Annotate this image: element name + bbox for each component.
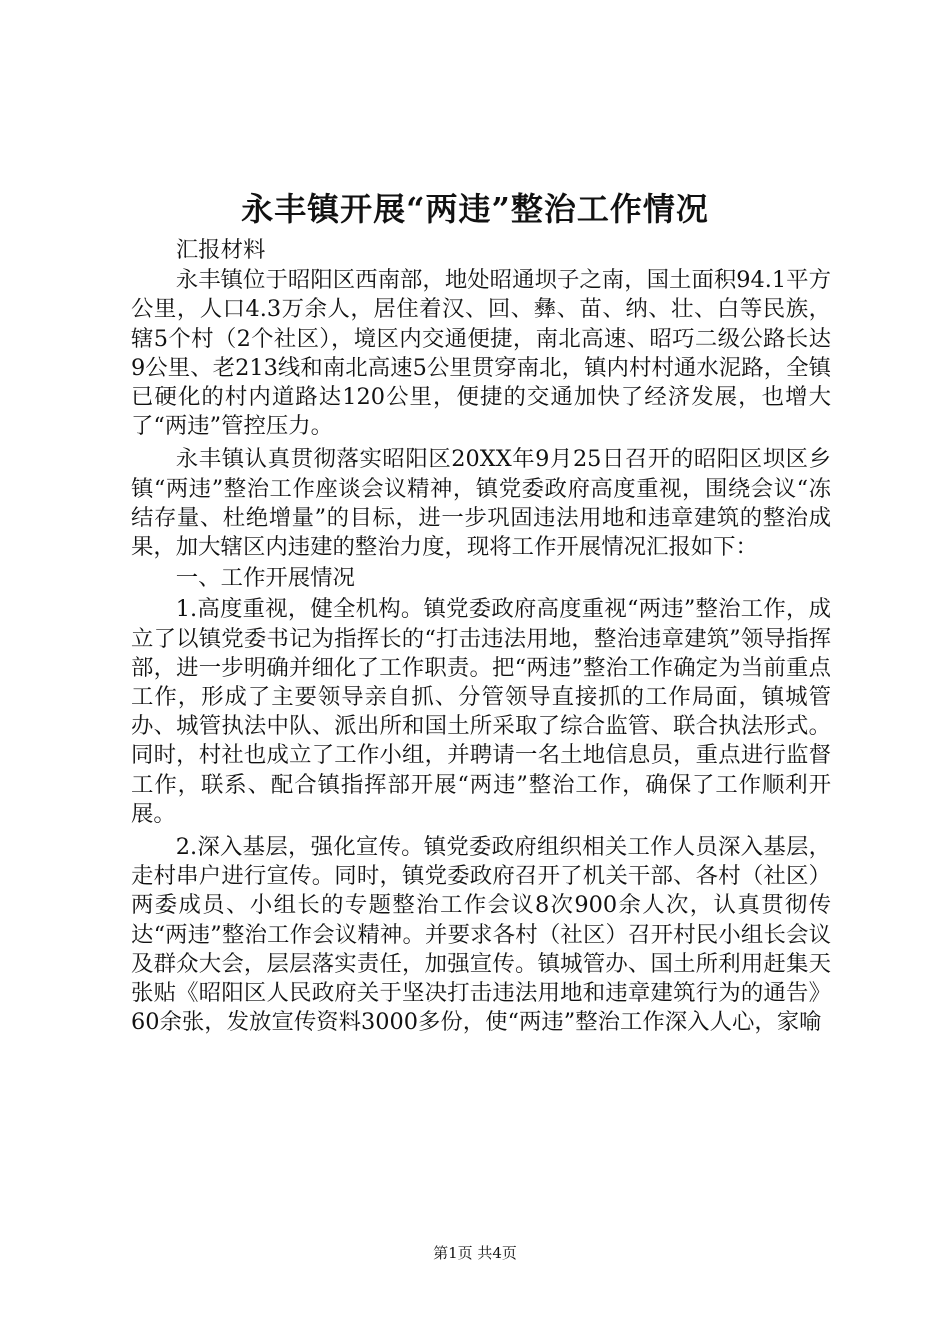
paragraph-item-1: 1.高度重视，健全机构。镇党委政府高度重视“两违”整治工作，成立了以镇党委书记为指挥长的“打击违法用地，整治违章建筑”领导指挥部，进一步明确并细化了工作职责。把“两违”整治工作确定为当前重点工作，形成了主要领导亲自抓、分管领导直接抓的工作局面，镇城管办、城管执法中队、派出所和国土所采取了综合监管、联合执法形式。同时，村社也成立了工作小组，并聘请一名土地信息员，重点进行监督工作，联系、配合镇指挥部开展“两违”整治工作，确保了工作顺利开展。 bbox=[131, 596, 831, 827]
document-body bbox=[131, 236, 831, 1037]
paragraph-implementation: 永丰镇认真贯彻落实昭阳区20XX年9月25日召开的昭阳区坝区乡镇“两违”整治工作座谈会议精神，镇党委政府高度重视，围绕会议“冻结存量、杜绝增量”的目标，进一步巩固违法用地和违章建筑的整治成果，加大辖区内违建的整治力度，现将工作开展情况汇报如下： bbox=[131, 446, 831, 561]
paragraph-location: 永丰镇位于昭阳区西南部，地处昭通坝子之南，国土面积94.1平方公里，人口4.3万余人，居住着汉、回、彝、苗、纳、壮、白等民族，辖5个村（2个社区），境区内交通便捷，南北高速、昭巧二级公路长达9公里、老213线和南北高速5公里贯穿南北，镇内村村通水泥路，全镇已硬化的村内道路达120公里，便捷的交通加快了经济发展，也增大了“两违”管控压力。 bbox=[131, 267, 831, 440]
paragraph-item-2: 2.深入基层，强化宣传。镇党委政府组织相关工作人员深入基层，走村串户进行宣传。同时，镇党委政府召开了机关干部、各村（社区）两委成员、小组长的专题整治工作会议8次900余人次，认真贯彻传达“两违”整治工作会议精神。并要求各村（社区）召开村民小组长会议及群众大会，层层落实责任，加强宣传。镇城管办、国土所利用赶集天张贴《昭阳区人民政府关于坚决打击违法用地和违章建筑行为的通告》60余张，发放宣传资料3000多份，使“两违”整治工作深入人心，家喻 bbox=[131, 834, 831, 1036]
page-footer: 第1页 共4页 bbox=[433, 1244, 517, 1262]
document-subtitle: 汇报材料 bbox=[175, 237, 266, 263]
document-title: 永丰镇开展“两违”整治工作情况 bbox=[241, 190, 709, 228]
section-heading-work-progress: 一、工作开展情况 bbox=[175, 565, 355, 592]
